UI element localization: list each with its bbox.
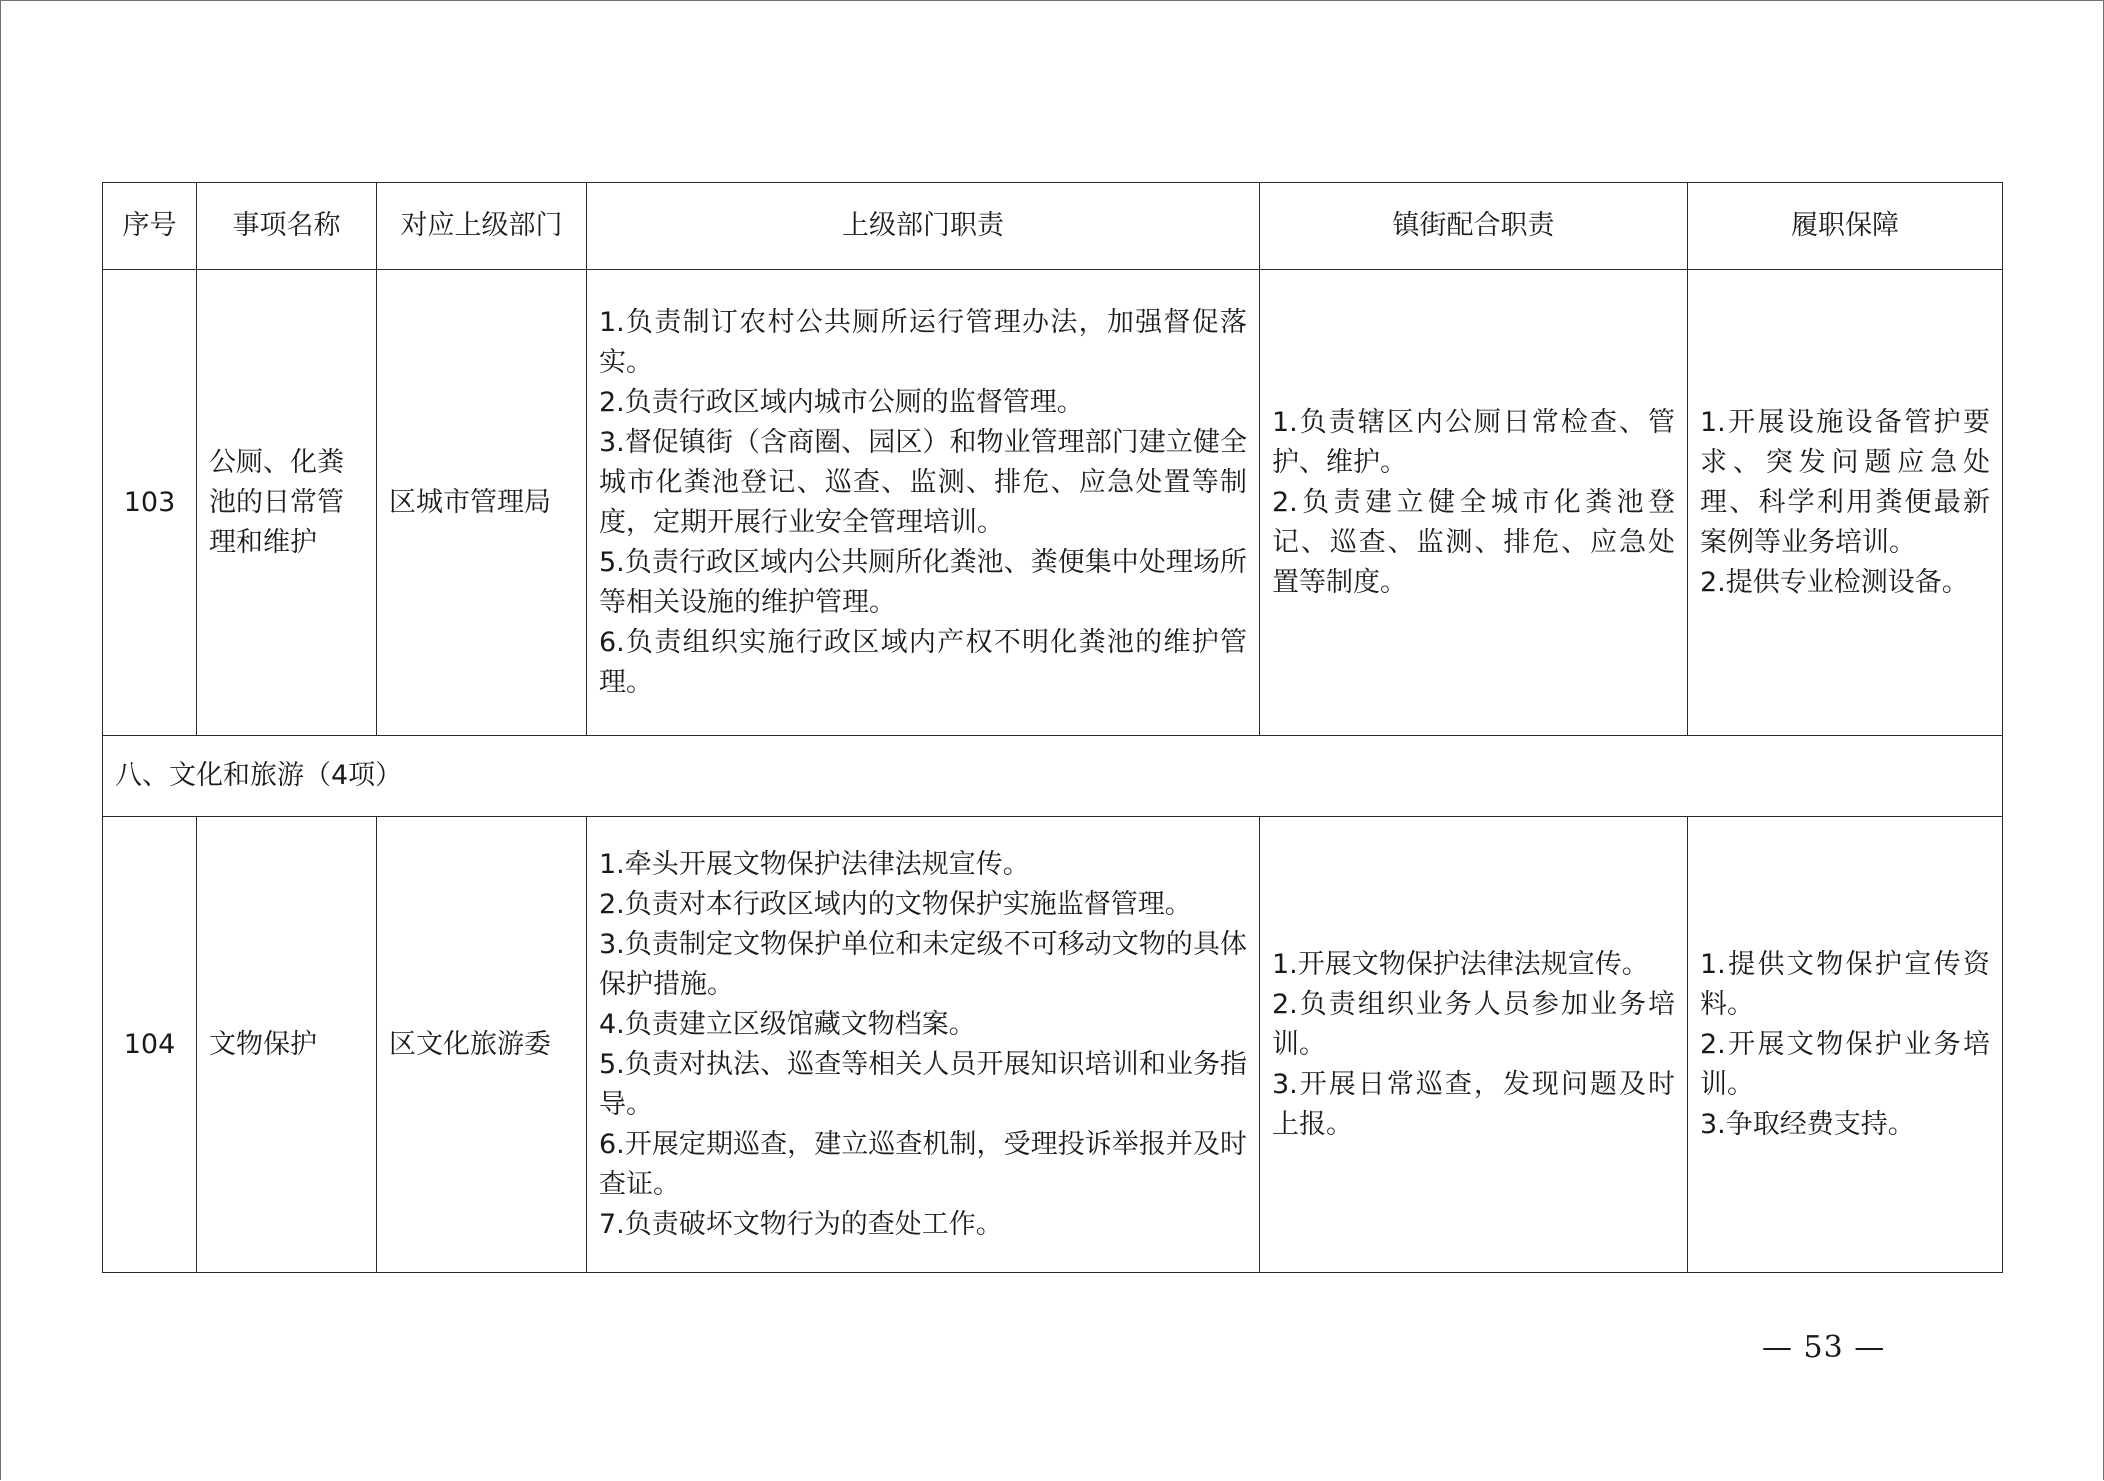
duty-line: 5.负责对执法、巡查等相关人员开展知识培训和业务指导。	[599, 1048, 1247, 1120]
item-name: 文物保护	[197, 817, 377, 1273]
duty-line: 1.牵头开展文物保护法律法规宣传。	[599, 848, 1030, 880]
item-name: 公厕、化粪池的日常管理和维护	[197, 270, 377, 736]
department: 区文化旅游委	[377, 817, 587, 1273]
duty-line: 1.开展文物保护法律法规宣传。	[1272, 948, 1649, 980]
duty-line: 2.提供专业检测设备。	[1700, 566, 1969, 598]
duty-line: 3.争取经费支持。	[1700, 1108, 1915, 1140]
duty-line: 4.负责建立区级馆藏文物档案。	[599, 1008, 976, 1040]
duty-line: 2.开展文物保护业务培训。	[1700, 1028, 1990, 1100]
department-duties	[587, 270, 1260, 736]
section-title: 八、文化和旅游（4项）	[103, 736, 2003, 817]
table-row	[103, 817, 2003, 1273]
table-row	[103, 270, 2003, 736]
guarantees	[1688, 270, 2003, 736]
department-duties	[587, 817, 1260, 1273]
header-department: 对应上级部门	[377, 183, 587, 270]
duty-line: 1.开展设施设备管护要求、突发问题应急处理、科学利用粪便最新案例等业务培训。	[1700, 406, 1990, 558]
duty-line: 2.负责行政区域内城市公厕的监督管理。	[599, 386, 1084, 418]
duty-line: 6.开展定期巡查，建立巡查机制，受理投诉举报并及时查证。	[599, 1128, 1247, 1200]
header-department-duties: 上级部门职责	[587, 183, 1260, 270]
duty-line: 1.负责辖区内公厕日常检查、管护、维护。	[1272, 406, 1675, 478]
department: 区城市管理局	[377, 270, 587, 736]
duty-line: 6.负责组织实施行政区域内产权不明化粪池的维护管理。	[599, 626, 1247, 698]
header-item-name: 事项名称	[197, 183, 377, 270]
duty-line: 2.负责对本行政区域内的文物保护实施监督管理。	[599, 888, 1192, 920]
header-number: 序号	[103, 183, 197, 270]
duty-line: 1.提供文物保护宣传资料。	[1700, 948, 1990, 1020]
duty-line: 7.负责破坏文物行为的查处工作。	[599, 1208, 1003, 1240]
duty-line: 3.开展日常巡查，发现问题及时上报。	[1272, 1068, 1675, 1140]
row-number: 103	[103, 270, 197, 736]
town-duties	[1260, 817, 1688, 1273]
duty-table	[102, 182, 2003, 1273]
town-duties	[1260, 270, 1688, 736]
duty-line: 3.督促镇街（含商圈、园区）和物业管理部门建立健全城市化粪池登记、巡查、监测、排危、应急处置等制度，定期开展行业安全管理培训。	[599, 426, 1247, 538]
section-row	[103, 736, 2003, 817]
guarantees	[1688, 817, 2003, 1273]
duty-line: 2.负责建立健全城市化粪池登记、巡查、监测、排危、应急处置等制度。	[1272, 486, 1675, 598]
row-number: 104	[103, 817, 197, 1273]
duty-line: 1.负责制订农村公共厕所运行管理办法，加强督促落实。	[599, 306, 1247, 378]
duty-line: 5.负责行政区域内公共厕所化粪池、粪便集中处理场所等相关设施的维护管理。	[599, 546, 1247, 618]
page-number: — 53 —	[1762, 1330, 1886, 1365]
header-guarantees: 履职保障	[1688, 183, 2003, 270]
table-header-row	[103, 183, 2003, 270]
duty-line: 2.负责组织业务人员参加业务培训。	[1272, 988, 1675, 1060]
header-town-duties: 镇街配合职责	[1260, 183, 1688, 270]
duty-line: 3.负责制定文物保护单位和未定级不可移动文物的具体保护措施。	[599, 928, 1247, 1000]
